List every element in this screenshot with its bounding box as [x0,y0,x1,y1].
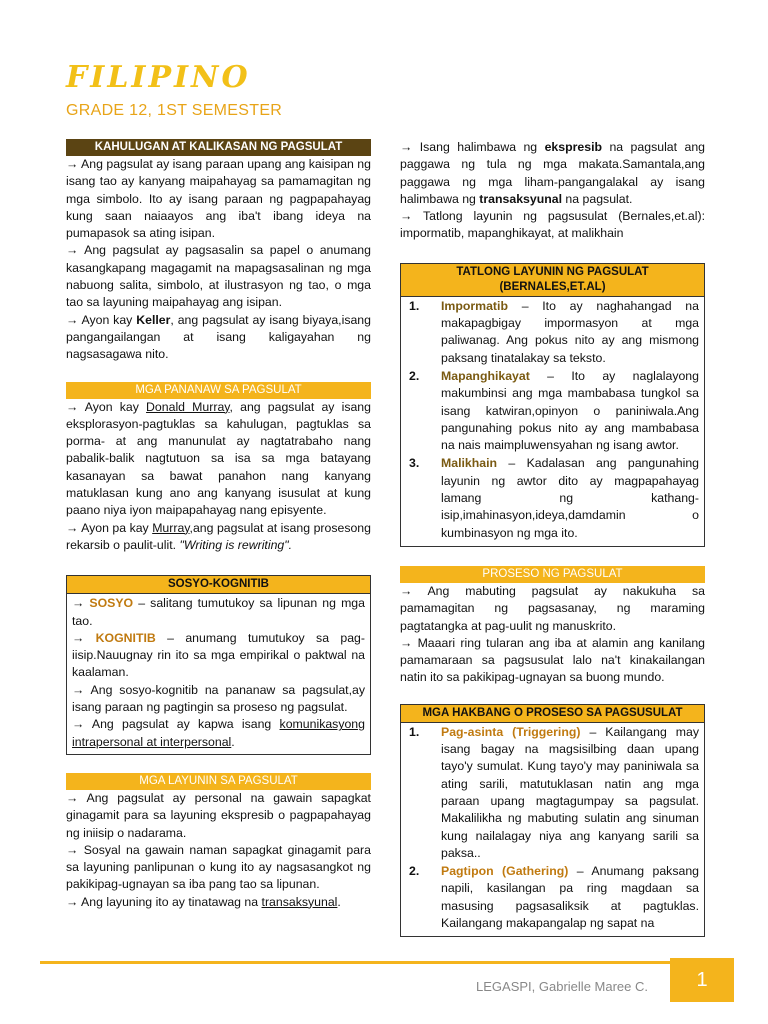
right-column [400,139,705,937]
term: Pagtipon (Gathering) [441,864,569,879]
paragraph: → Ang pagsulat ay isang paraan upang ang kaisipan ng isang tao ay kanyang maipahayag sa pamamagitan ng mga simbolo. Ito ay isang paraan ng pagpapahayag kung saan naiaayos ang iba't ibang ideya na pumapasok sa ating isipan. [66,157,371,241]
term: Malikhain [441,456,498,471]
paragraph: → Ayon kay Keller, ang pagsulat ay isang biyaya,isang pangangailangan at isang kaligayahan ng nagsasagawa nito. [66,312,371,362]
box-heading: SOSYO-KOGNITIB [67,576,370,594]
box-heading: MGA HAKBANG O PROSESO SA PAGSUSULAT [401,705,704,723]
layunin-list [401,298,699,542]
arrow-icon: → [66,894,79,909]
section-heading-pananaw: MGA PANANAW SA PAGSULAT [66,382,371,399]
list-item: 2. Mapanghikayat – Ito ay naglalayong makumbinsi ang mga mambabasa tungkol sa isang katwiran,opinyon o paniniwala.Ang pangunahing pokus nito ay ang mambabasa na nais maimpluwensyahan ng isang awtor. [409,368,699,453]
section-heading-layunin: MGA LAYUNIN SA PAGSULAT [66,773,371,790]
paragraph: → Tatlong layunin ng pagsusulat (Bernales,et.al): impormatib, mapanghikayat, at malikhain [400,209,705,241]
box-item: → KOGNITIB – anumang tumutukoy sa pag-iisip.Nauugnay rin ito sa mga empirikal o paktwal na kaalaman. [72,630,365,680]
list-item: 3. Malikhain – Kadalasan ang pangunahing layunin ng awtor dito ay magpapahayag lamang ng kathang-isip,imahinasyon,ideya,damdamin o kumbinasyon ng mga ito. [409,456,699,540]
arrow-icon: → [72,682,85,697]
arrow-icon: → [66,790,79,805]
footer-author: LEGASPI, Gabrielle Maree C. [476,979,648,994]
hakbang-box [400,704,705,938]
paragraph: → Isang halimbawa ng ekspresib na pagsulat ang paggawa ng tula ng mga makata.Samantala,ang paggawa ng mga liham-pangangalakal ay isang halimbawa ng transaksyunal na pagsulat. [400,140,706,206]
page-title: FILIPINO [66,60,251,95]
name-murray: Murray [152,520,190,535]
hakbang-list [401,724,699,933]
left-column [66,139,371,911]
arrow-icon: → [72,596,85,611]
box-item: → Ang sosyo-kognitib na pananaw sa pagsulat,ay isang paraan ng pagtingin sa proseso ng pagsulat. [72,682,365,715]
page-number: 1 [670,958,734,1002]
page-subtitle: GRADE 12, 1ST SEMESTER [66,102,283,119]
list-item: 1. Impormatib – Ito ay naghahangad na makapagbigay impormasyon at mga paliwanag. Ang pokus nito ay ang mismong paksang tinatalakay sa teksto. [409,298,699,365]
list-item: 2. Pagtipon (Gathering) – Anumang paksang napili, kasilangan pa ring magdaan sa masusing pagsasaliksik at pagtuklas. Kailangang makapangalap ng sapat na [409,864,699,930]
paragraph: → Ayon pa kay Murray,ang pagsulat at isang prosesong rekarsib o paulit-ulit. "Writing is rewriting". [66,520,371,552]
box-item: → SOSYO – salitang tumutukoy sa lipunan ng mga tao. [72,596,365,628]
arrow-icon: → [66,842,79,857]
arrow-icon: → [400,583,413,598]
arrow-icon: → [66,520,79,535]
paragraph: → Maaari ring tularan ang iba at alamin ang kanilang pamamaraan sa pagsusulat lalo na't kinakailangan natin ito sa pakikipag-ugnayan sa buong mundo. [400,635,705,685]
arrow-icon: → [72,717,85,732]
term: Impormatib [441,298,508,313]
arrow-icon: → [66,243,79,258]
paragraph: → Sosyal na gawain naman sapagkat ginagamit para sa layuning panlipunan o kung ito ay nagsasangkot ng pakikipag-ugnayan sa iba pang tao sa lipunan. [66,842,371,892]
arrow-icon: → [66,312,79,327]
name-donald-murray: Donald Murray [146,399,230,414]
arrow-icon: → [400,635,413,650]
paragraph: → Ang pagsulat ay personal na gawain sapagkat ginagamit para sa layuning ekspresib o pagpapahayag ng iniisip o nadarama. [66,790,371,840]
footer-divider [40,961,734,964]
sosyo-kognitib-box [66,575,371,755]
name-keller: Keller [136,312,171,327]
paragraph: → Ang mabuting pagsulat ay nakukuha sa pamamagitan ng pagsasanay, ng maraming pagtatangka at pag-uulit ng manuskrito. [400,583,705,633]
tatlong-layunin-box [400,263,705,547]
box-heading: TATLONG LAYUNIN NG PAGSULAT (BERNALES,ET.AL) [401,264,704,297]
term: SOSYO [89,596,134,611]
section-heading-kahulugan: KAHULUGAN AT KALIKASAN NG PAGSULAT [66,139,371,156]
paragraph: → Ang layuning ito ay tinatawag na transaksyunal. [66,894,341,909]
paragraph: → Ayon kay Donald Murray, ang pagsulat ay isang eksplorasyon-pagtuklas sa kahulugan, pagtuklas sa porma- at ang manunulat ay nagtatrabaho nang pabalik-balik nagtutuon sa isa sa mga batayang kasanayan sa bawat panahon nang kanyang matuklasan kung ano ang kanyang isusulat at kung paano niya iyon maipapahayag nang episyente. [66,399,371,518]
list-item: 1. Pag-asinta (Triggering) – Kailangang may isang bagay na magsisilbing daan upang tayo'y sumulat. Kung tayo'y may paniniwala sa ating sarili, matutuklasan natin ang mga paraan upang magtagumpay sa pagsulat. Makalilikha ng mabuting sulatin ang sinuman kung nailalagay niya ang kanyang sarili sa paksa.. [409,724,700,860]
arrow-icon: → [66,157,79,171]
arrow-icon: → [66,399,79,414]
term: Pag-asinta (Triggering) [441,724,581,739]
quote: "Writing is rewriting". [179,537,293,552]
arrow-icon: → [72,630,85,645]
arrow-icon: → [400,140,413,154]
box-item: → Ang pagsulat ay kapwa isang komunikasyong intrapersonal at interpersonal. [72,717,365,749]
section-heading-proseso: PROSESO NG PAGSULAT [400,566,705,583]
paragraph: → Ang pagsulat ay pagsasalin sa papel o anumang kasangkapang magagamit na mapagsasalinan ng mga nabuong salita, simbolo, at ilustrasyon ng tao, o mga tao sa layuning maipahayag ang isipan. [66,243,371,310]
term: KOGNITIB [95,630,156,645]
term: Mapanghikayat [441,368,530,383]
arrow-icon: → [400,209,413,224]
